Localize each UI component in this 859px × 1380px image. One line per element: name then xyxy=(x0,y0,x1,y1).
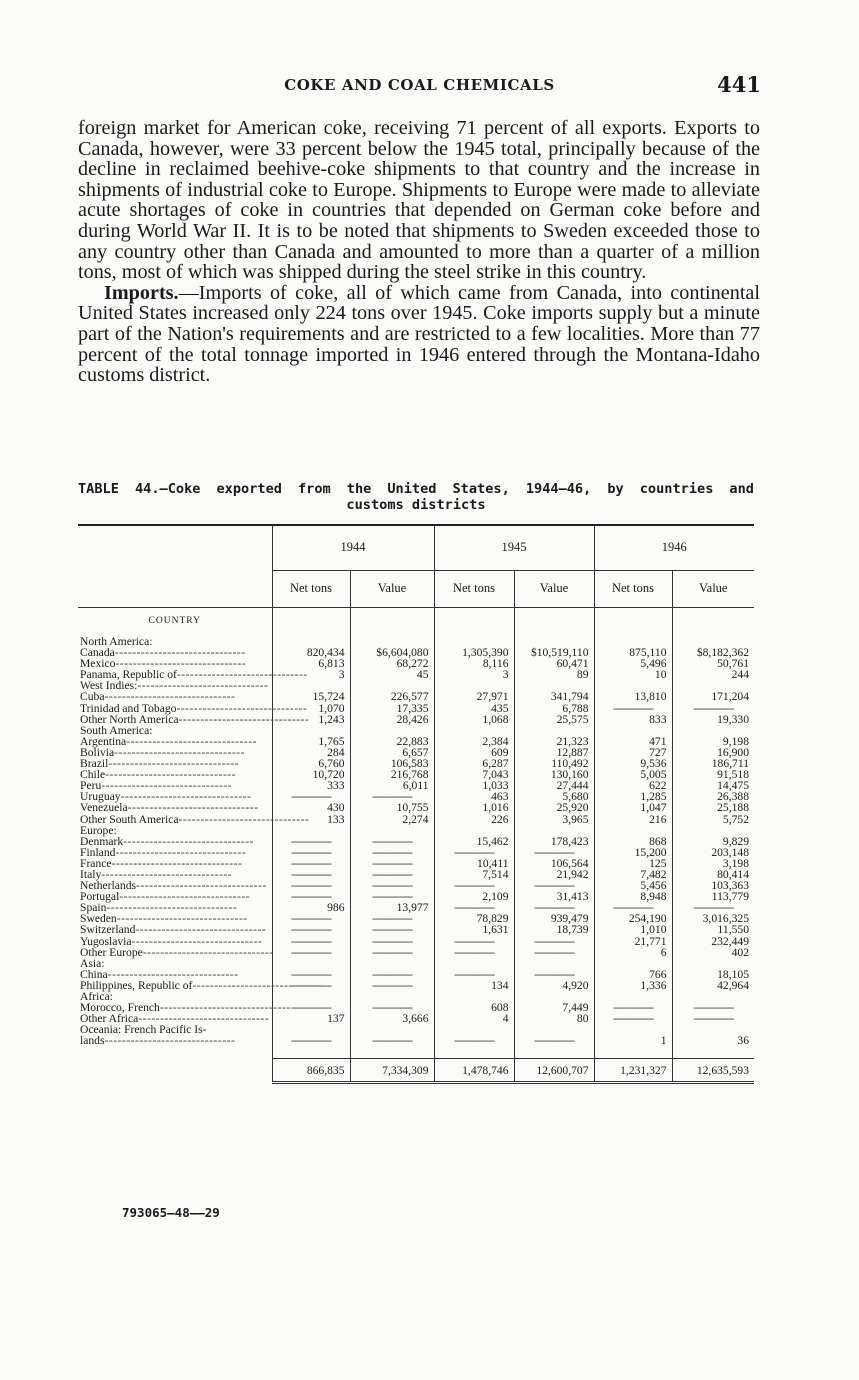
total-row xyxy=(78,1059,754,1083)
total-net-tons-1945: 1,478,746 xyxy=(434,1059,514,1083)
value-cell: 106,564 xyxy=(514,858,594,869)
leader-dots: ------------------------------ xyxy=(104,690,236,704)
value-header: Value xyxy=(350,571,434,608)
net-tons-cell: 833 xyxy=(594,714,672,725)
net-tons-cell: 1,010 xyxy=(594,924,672,935)
value-cell: $10,519,110 xyxy=(514,647,594,658)
value-cell: 21,323 xyxy=(514,736,594,747)
net-tons-cell: 1,243 xyxy=(272,714,350,725)
country-name: Bolivia------------------------------ xyxy=(80,745,245,759)
net-tons-cell: 15,200 xyxy=(594,847,672,858)
country-name: France------------------------------ xyxy=(80,856,243,870)
value-cell: 186,711 xyxy=(672,758,754,769)
empty-cell xyxy=(434,947,514,958)
net-tons-cell: 3 xyxy=(272,669,350,680)
value-cell: 36 xyxy=(672,1035,754,1046)
body-text xyxy=(78,118,760,386)
net-tons-cell: 284 xyxy=(272,747,350,758)
value-cell: 402 xyxy=(672,947,754,958)
value-cell: 19,330 xyxy=(672,714,754,725)
year-1945-header: 1945 xyxy=(434,525,594,571)
empty-cell xyxy=(272,936,350,947)
net-tons-cell: 868 xyxy=(594,836,672,847)
leader-dots: ------------------------------ xyxy=(135,923,267,937)
value-cell: 3,016,325 xyxy=(672,913,754,924)
net-tons-cell: 3 xyxy=(434,669,514,680)
table-row xyxy=(78,814,754,825)
value-cell: 3,666 xyxy=(350,1013,434,1024)
empty-cell xyxy=(350,936,434,947)
net-tons-cell: 435 xyxy=(434,703,514,714)
leader-dots: ------------------------------ xyxy=(105,768,236,782)
table-row xyxy=(78,1035,754,1046)
value-cell: $8,182,362 xyxy=(672,647,754,658)
empty-cell xyxy=(672,703,754,714)
leader-dots: ------------------------------ xyxy=(178,712,310,726)
value-cell: 2,274 xyxy=(350,814,434,825)
net-tons-cell: 2,109 xyxy=(434,891,514,902)
value-cell: 11,550 xyxy=(672,924,754,935)
leader-dots: ------------------------------ xyxy=(126,734,257,748)
year-1946-header: 1946 xyxy=(594,525,754,571)
value-cell: 80,414 xyxy=(672,869,754,880)
value-cell: 4,920 xyxy=(514,980,594,991)
net-tons-cell: 1,285 xyxy=(594,791,672,802)
caption-line-2: customs districts xyxy=(346,497,486,513)
country-name: Other Europe------------------------------ xyxy=(80,945,274,959)
empty-cell xyxy=(594,1013,672,1024)
value-cell: $6,604,080 xyxy=(350,647,434,658)
empty-cell xyxy=(272,1035,350,1046)
value-cell: 110,492 xyxy=(514,758,594,769)
value-cell: 3,965 xyxy=(514,814,594,825)
total-value-1944: 7,334,309 xyxy=(350,1059,434,1083)
net-tons-cell: 5,005 xyxy=(594,769,672,780)
net-tons-cell: 10,720 xyxy=(272,769,350,780)
empty-cell xyxy=(514,947,594,958)
country-name: Peru------------------------------ xyxy=(80,779,233,793)
net-tons-cell: 7,514 xyxy=(434,869,514,880)
net-tons-cell: 875,110 xyxy=(594,647,672,658)
empty-cell xyxy=(272,924,350,935)
net-tons-cell: 5,456 xyxy=(594,880,672,891)
net-tons-cell: 1 xyxy=(594,1035,672,1046)
country-name: Other Africa------------------------------ xyxy=(80,1012,270,1026)
country-column-label: COUNTRY xyxy=(148,616,201,627)
value-cell: 16,900 xyxy=(672,747,754,758)
empty-cell xyxy=(514,1035,594,1046)
leader-dots: ------------------------------ xyxy=(142,945,274,959)
value-cell: 21,942 xyxy=(514,869,594,880)
net-tons-cell: 1,631 xyxy=(434,924,514,935)
leader-dots: ------------------------------ xyxy=(127,801,259,815)
net-tons-cell: 27,971 xyxy=(434,691,514,702)
net-tons-cell: 1,305,390 xyxy=(434,647,514,658)
net-tons-cell: 766 xyxy=(594,969,672,980)
net-tons-cell: 1,068 xyxy=(434,714,514,725)
subregion-label: West Indies:------------------------------ xyxy=(80,679,269,693)
net-tons-cell: 1,336 xyxy=(594,980,672,991)
value-cell: 939,479 xyxy=(514,913,594,924)
net-tons-cell: 6 xyxy=(594,947,672,958)
page-number: 441 xyxy=(717,72,761,97)
value-cell: 232,449 xyxy=(672,936,754,947)
country-name: Philippines, Republic of------------------------------ xyxy=(80,978,324,992)
leader-dots: ------------------------------ xyxy=(178,812,310,826)
net-tons-cell: 463 xyxy=(434,791,514,802)
net-tons-cell: 1,016 xyxy=(434,802,514,813)
value-cell: 244 xyxy=(672,669,754,680)
value-cell: 216,768 xyxy=(350,769,434,780)
empty-cell xyxy=(350,980,434,991)
net-tons-cell: 608 xyxy=(434,1002,514,1013)
leader-dots: ------------------------------ xyxy=(111,856,243,870)
leader-dots: ------------------------------ xyxy=(115,657,247,671)
leader-dots: ------------------------------ xyxy=(116,912,248,926)
net-tons-header: Net tons xyxy=(434,571,514,608)
running-title: COKE AND COAL CHEMICALS xyxy=(284,76,555,94)
value-cell: 5,752 xyxy=(672,814,754,825)
value-cell: 22,883 xyxy=(350,736,434,747)
total-value-1945: 12,600,707 xyxy=(514,1059,594,1083)
country-name: Mexico------------------------------ xyxy=(80,657,247,671)
value-cell: 10,755 xyxy=(350,802,434,813)
table-row xyxy=(78,947,754,958)
net-tons-cell: 21,771 xyxy=(594,936,672,947)
value-cell: 9,829 xyxy=(672,836,754,847)
net-tons-cell: 1,070 xyxy=(272,703,350,714)
leader-dots: ------------------------------ xyxy=(104,1034,236,1048)
leader-dots: ------------------------------ xyxy=(120,790,252,804)
value-cell: 203,148 xyxy=(672,847,754,858)
value-cell: 91,518 xyxy=(672,769,754,780)
empty-cell xyxy=(434,936,514,947)
net-tons-cell: 6,287 xyxy=(434,758,514,769)
value-cell: 130,160 xyxy=(514,769,594,780)
leader-dots: ------------------------------ xyxy=(137,679,269,693)
coke-exports-table-wrapper xyxy=(78,524,754,1084)
value-cell: 50,761 xyxy=(672,658,754,669)
empty-cell xyxy=(434,1035,514,1046)
net-tons-cell: 15,724 xyxy=(272,691,350,702)
net-tons-cell: 2,384 xyxy=(434,736,514,747)
table-body xyxy=(78,608,754,1083)
value-cell: 12,887 xyxy=(514,747,594,758)
value-cell: 178,423 xyxy=(514,836,594,847)
value-cell: 113,779 xyxy=(672,891,754,902)
country-header-row xyxy=(78,608,754,637)
net-tons-cell: 5,496 xyxy=(594,658,672,669)
value-cell: 14,475 xyxy=(672,780,754,791)
country-name: Cuba------------------------------ xyxy=(80,690,236,704)
imports-heading: Imports. xyxy=(104,281,179,304)
net-tons-cell: 10 xyxy=(594,669,672,680)
country-name: Argentina------------------------------ xyxy=(80,734,257,748)
value-cell: 6,657 xyxy=(350,747,434,758)
empty-cell xyxy=(514,936,594,947)
net-tons-cell: 125 xyxy=(594,858,672,869)
region-label: Africa: xyxy=(80,990,113,1003)
coke-exports-table xyxy=(78,524,754,1084)
country-name: lands------------------------------ xyxy=(80,1034,236,1048)
region-label: Oceania: French Pacific Is- xyxy=(80,1023,207,1037)
country-name: Other North America------------------------------ xyxy=(80,712,310,726)
table-caption xyxy=(78,481,754,513)
net-tons-cell: 471 xyxy=(594,736,672,747)
country-name: Other South America------------------------------ xyxy=(80,812,310,826)
paragraph-imports xyxy=(78,283,760,386)
leader-dots: ------------------------------ xyxy=(176,668,308,682)
net-tons-cell: 7,043 xyxy=(434,769,514,780)
value-cell: 7,449 xyxy=(514,1002,594,1013)
leader-dots: ------------------------------ xyxy=(101,867,233,881)
value-cell: 171,204 xyxy=(672,691,754,702)
value-cell: 6,788 xyxy=(514,703,594,714)
empty-cell xyxy=(350,947,434,958)
value-cell: 17,335 xyxy=(350,703,434,714)
value-cell: 25,920 xyxy=(514,802,594,813)
net-tons-cell: 134 xyxy=(434,980,514,991)
country-name: Switzerland------------------------------ xyxy=(80,923,267,937)
value-cell: 28,426 xyxy=(350,714,434,725)
net-tons-cell: 820,434 xyxy=(272,647,350,658)
value-header: Value xyxy=(672,571,754,608)
spacer-row xyxy=(78,1046,754,1059)
empty-cell xyxy=(272,947,350,958)
value-cell: 25,575 xyxy=(514,714,594,725)
country-name: Venezuela------------------------------ xyxy=(80,801,259,815)
total-net-tons-1944: 866,835 xyxy=(272,1059,350,1083)
value-cell: 5,680 xyxy=(514,791,594,802)
net-tons-cell: 8,948 xyxy=(594,891,672,902)
total-stub xyxy=(78,1059,272,1083)
empty-cell xyxy=(594,703,672,714)
page-header xyxy=(78,72,761,102)
country-name: Denmark------------------------------ xyxy=(80,834,254,848)
leader-dots: ------------------------------ xyxy=(136,879,267,893)
net-tons-cell: 4 xyxy=(434,1013,514,1024)
country-name: Sweden------------------------------ xyxy=(80,912,248,926)
year-1944-header: 1944 xyxy=(272,525,434,571)
value-cell: 89 xyxy=(514,669,594,680)
stub-header xyxy=(78,525,272,608)
leader-dots: ------------------------------ xyxy=(192,978,324,992)
country-name: Morocco, French------------------------------ xyxy=(80,1001,291,1015)
table-row xyxy=(78,980,754,991)
net-tons-cell: 622 xyxy=(594,780,672,791)
leader-dots: ------------------------------ xyxy=(107,967,239,981)
value-cell: 106,583 xyxy=(350,758,434,769)
leader-dots: ------------------------------ xyxy=(131,934,263,948)
net-tons-cell: 1,033 xyxy=(434,780,514,791)
leader-dots: ------------------------------ xyxy=(106,901,238,915)
country-name: Portugal------------------------------ xyxy=(80,890,251,904)
leader-dots: ------------------------------ xyxy=(108,757,240,771)
value-cell: 31,413 xyxy=(514,891,594,902)
value-cell: 60,471 xyxy=(514,658,594,669)
value-header: Value xyxy=(514,571,594,608)
leader-dots: ------------------------------ xyxy=(114,646,246,660)
value-cell: 3,198 xyxy=(672,858,754,869)
value-cell: 18,739 xyxy=(514,924,594,935)
leader-dots: ------------------------------ xyxy=(115,845,247,859)
net-tons-cell: 333 xyxy=(272,780,350,791)
country-name: Canada------------------------------ xyxy=(80,646,246,660)
net-tons-cell: 6,813 xyxy=(272,658,350,669)
total-net-tons-1946: 1,231,327 xyxy=(594,1059,672,1083)
region-label: Europe: xyxy=(80,823,117,837)
table-row xyxy=(78,714,754,725)
country-name: Netherlands------------------------------ xyxy=(80,879,267,893)
net-tons-cell: 1,765 xyxy=(272,736,350,747)
net-tons-cell: 727 xyxy=(594,747,672,758)
value-cell: 6,011 xyxy=(350,780,434,791)
year-header-row xyxy=(78,525,754,571)
net-tons-cell: 15,462 xyxy=(434,836,514,847)
net-tons-cell: 10,411 xyxy=(434,858,514,869)
region-label: North America: xyxy=(80,635,153,648)
net-tons-cell: 609 xyxy=(434,747,514,758)
leader-dots: ------------------------------ xyxy=(159,1001,291,1015)
value-cell: 68,272 xyxy=(350,658,434,669)
region-label: South America: xyxy=(80,723,153,737)
caption-line-1: TABLE 44.—Coke exported from the United States, 1944–46, by countries and xyxy=(78,481,754,497)
net-tons-cell: 13,810 xyxy=(594,691,672,702)
net-tons-cell: 216 xyxy=(594,814,672,825)
net-tons-cell: 78,829 xyxy=(434,913,514,924)
country-name: Italy------------------------------ xyxy=(80,867,233,881)
net-tons-cell: 137 xyxy=(272,1013,350,1024)
net-tons-cell: 1,047 xyxy=(594,802,672,813)
paragraph-exports: foreign market for American coke, receiving 71 percent of all exports. Exports to Canada, however, were 33 percent below the 1945 total, principally because of the decline in reclaimed beehive-coke shipments to that country and the increase in shipments of industrial coke to Europe. Shipments to Europe were made to alleviate acute shortages of coke in countries that depended on German coke before and during World War II. It is to be noted that shipments to Sweden exceeded those to any country other than Canada and amounted to more than a quarter of a million tons, most of which was shipped during the steel strike in this country. xyxy=(78,117,760,284)
value-cell: 45 xyxy=(350,669,434,680)
net-tons-cell: 226 xyxy=(434,814,514,825)
net-tons-cell: 9,536 xyxy=(594,758,672,769)
value-cell: 341,794 xyxy=(514,691,594,702)
net-tons-cell: 986 xyxy=(272,902,350,913)
value-cell: 13,977 xyxy=(350,902,434,913)
country-name: Yugoslavia------------------------------ xyxy=(80,934,263,948)
net-tons-cell: 254,190 xyxy=(594,913,672,924)
net-tons-header: Net tons xyxy=(594,571,672,608)
value-cell: 42,964 xyxy=(672,980,754,991)
value-cell: 27,444 xyxy=(514,780,594,791)
total-value-1946: 12,635,593 xyxy=(672,1059,754,1083)
net-tons-cell: 133 xyxy=(272,814,350,825)
net-tons-cell: 6,760 xyxy=(272,758,350,769)
net-tons-cell: 430 xyxy=(272,802,350,813)
value-cell: 9,198 xyxy=(672,736,754,747)
value-cell: 18,105 xyxy=(672,969,754,980)
empty-cell xyxy=(350,1035,434,1046)
country-name: Brazil------------------------------ xyxy=(80,757,240,771)
country-name: China------------------------------ xyxy=(80,967,239,981)
country-name: Trinidad and Tobago------------------------------ xyxy=(80,701,308,715)
country-name: Chile------------------------------ xyxy=(80,768,236,782)
net-tons-cell: 7,482 xyxy=(594,869,672,880)
leader-dots: ------------------------------ xyxy=(101,779,233,793)
country-name: Panama, Republic of------------------------------ xyxy=(80,668,308,682)
leader-dots: ------------------------------ xyxy=(123,834,254,848)
value-cell: 226,577 xyxy=(350,691,434,702)
country-name: Finland------------------------------ xyxy=(80,845,247,859)
country-name: Spain------------------------------ xyxy=(80,901,238,915)
leader-dots: ------------------------------ xyxy=(176,701,308,715)
print-code: 793065—48——29 xyxy=(122,1205,220,1220)
value-cell: 25,188 xyxy=(672,802,754,813)
leader-dots: ------------------------------ xyxy=(114,745,245,759)
value-cell: 103,363 xyxy=(672,880,754,891)
leader-dots: ------------------------------ xyxy=(119,890,251,904)
country-name: Uruguay------------------------------ xyxy=(80,790,252,804)
empty-cell xyxy=(672,1013,754,1024)
empty-cell xyxy=(350,924,434,935)
net-tons-cell: 8,116 xyxy=(434,658,514,669)
imports-text: —Imports of coke, all of which came from Canada, into continental United States increased only 224 tons over 1945. Coke imports supply but a minute part of the Nation's requirements and are restricted to a few localities. More than 77 percent of the total tonnage imported in 1946 entered through the Montana-Idaho customs district. xyxy=(78,281,760,387)
value-cell: 26,388 xyxy=(672,791,754,802)
value-cell: 80 xyxy=(514,1013,594,1024)
net-tons-header: Net tons xyxy=(272,571,350,608)
leader-dots: ------------------------------ xyxy=(138,1012,270,1026)
region-label: Asia: xyxy=(80,956,105,970)
